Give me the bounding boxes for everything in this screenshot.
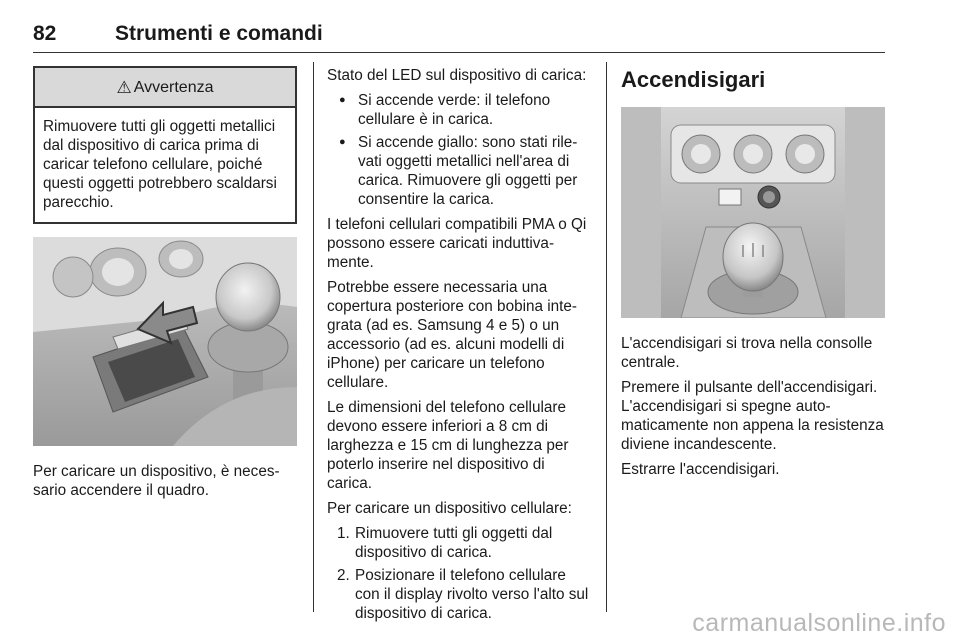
column-divider-1: [313, 62, 314, 612]
step-number: 2.: [337, 567, 350, 584]
lighter-location-paragraph: L'accendisigari si trova nella consolle centrale.: [621, 335, 873, 371]
back-cover-paragraph: Potrebbe essere necessaria una copertura posteriore con bobina integrata (ad es. Samsung 4 e 5) o un accessorio (ad es. alcuni modelli di iPhone) per caricare un telefono cellulare.: [327, 279, 578, 391]
charging-steps-list: [327, 524, 593, 623]
warning-text: Rimuovere tutti gli oggetti metallici dal dispositivo di carica prima di caricar telefono cellulare, poiché questi oggetti potrebbero scaldarsi parecchio.: [43, 118, 277, 211]
column-divider-2: [606, 62, 607, 612]
list-item: ● Si accende giallo: sono stati rilevati oggetti metallici nell'area di carica. Rimuovere gli oggetti per consentire la carica.: [327, 133, 593, 209]
column-left: [33, 66, 297, 506]
lighter-remove-paragraph: Estrarre l'accendisigari.: [621, 461, 780, 478]
steps-intro: Per caricare un dispositivo cellulare:: [327, 500, 572, 517]
step-text: Posizionare il telefono cellulare con il display rivolto verso l'alto sul dispositivo di carica.: [355, 567, 589, 622]
list-item: ● Si accende verde: il telefono cellulare è in carica.: [327, 91, 593, 129]
wireless-charger-photo: [33, 237, 297, 446]
cigarette-lighter-photo: [621, 107, 885, 318]
section-title: Accendisigari: [621, 67, 766, 92]
led-intro: Stato del LED sul dispositivo di carica:: [327, 67, 587, 84]
warning-triangle-icon: ⚠: [116, 77, 132, 97]
warning-box: [33, 66, 297, 224]
step-number: 1.: [337, 525, 350, 542]
list-item: [327, 524, 593, 562]
page-number: 82: [33, 22, 57, 45]
column-middle: [327, 66, 593, 627]
warning-header: [35, 68, 295, 108]
page-title: Strumenti e comandi: [115, 22, 323, 45]
compatible-phones-paragraph: I telefoni cellulari compatibili PMA o Qi possono essere caricati induttivamente.: [327, 216, 587, 271]
warning-title: Avvertenza: [133, 78, 214, 96]
watermark: carmanualsonline.info: [692, 609, 946, 637]
lighter-press-paragraph: Premere il pulsante dell'accendisigari. L'accendisigari si spegne automaticamente non appena la resistenza diviene incandescente.: [621, 379, 884, 453]
phone-size-paragraph: Le dimensioni del telefono cellulare devono essere inferiori a 8 cm di larghezza e 15 cm di lunghezza per poterlo inserire nel dispositivo di carica.: [327, 399, 569, 492]
step-text: Rimuovere tutti gli oggetti dal dispositivo di carica.: [355, 525, 553, 561]
header-divider: [33, 52, 885, 53]
led-states-list: [327, 91, 593, 209]
list-item: [327, 566, 593, 623]
ignition-caption: Per caricare un dispositivo, è necessario accendere il quadro.: [33, 463, 280, 499]
page-header: [33, 22, 885, 50]
column-right: [621, 66, 885, 485]
